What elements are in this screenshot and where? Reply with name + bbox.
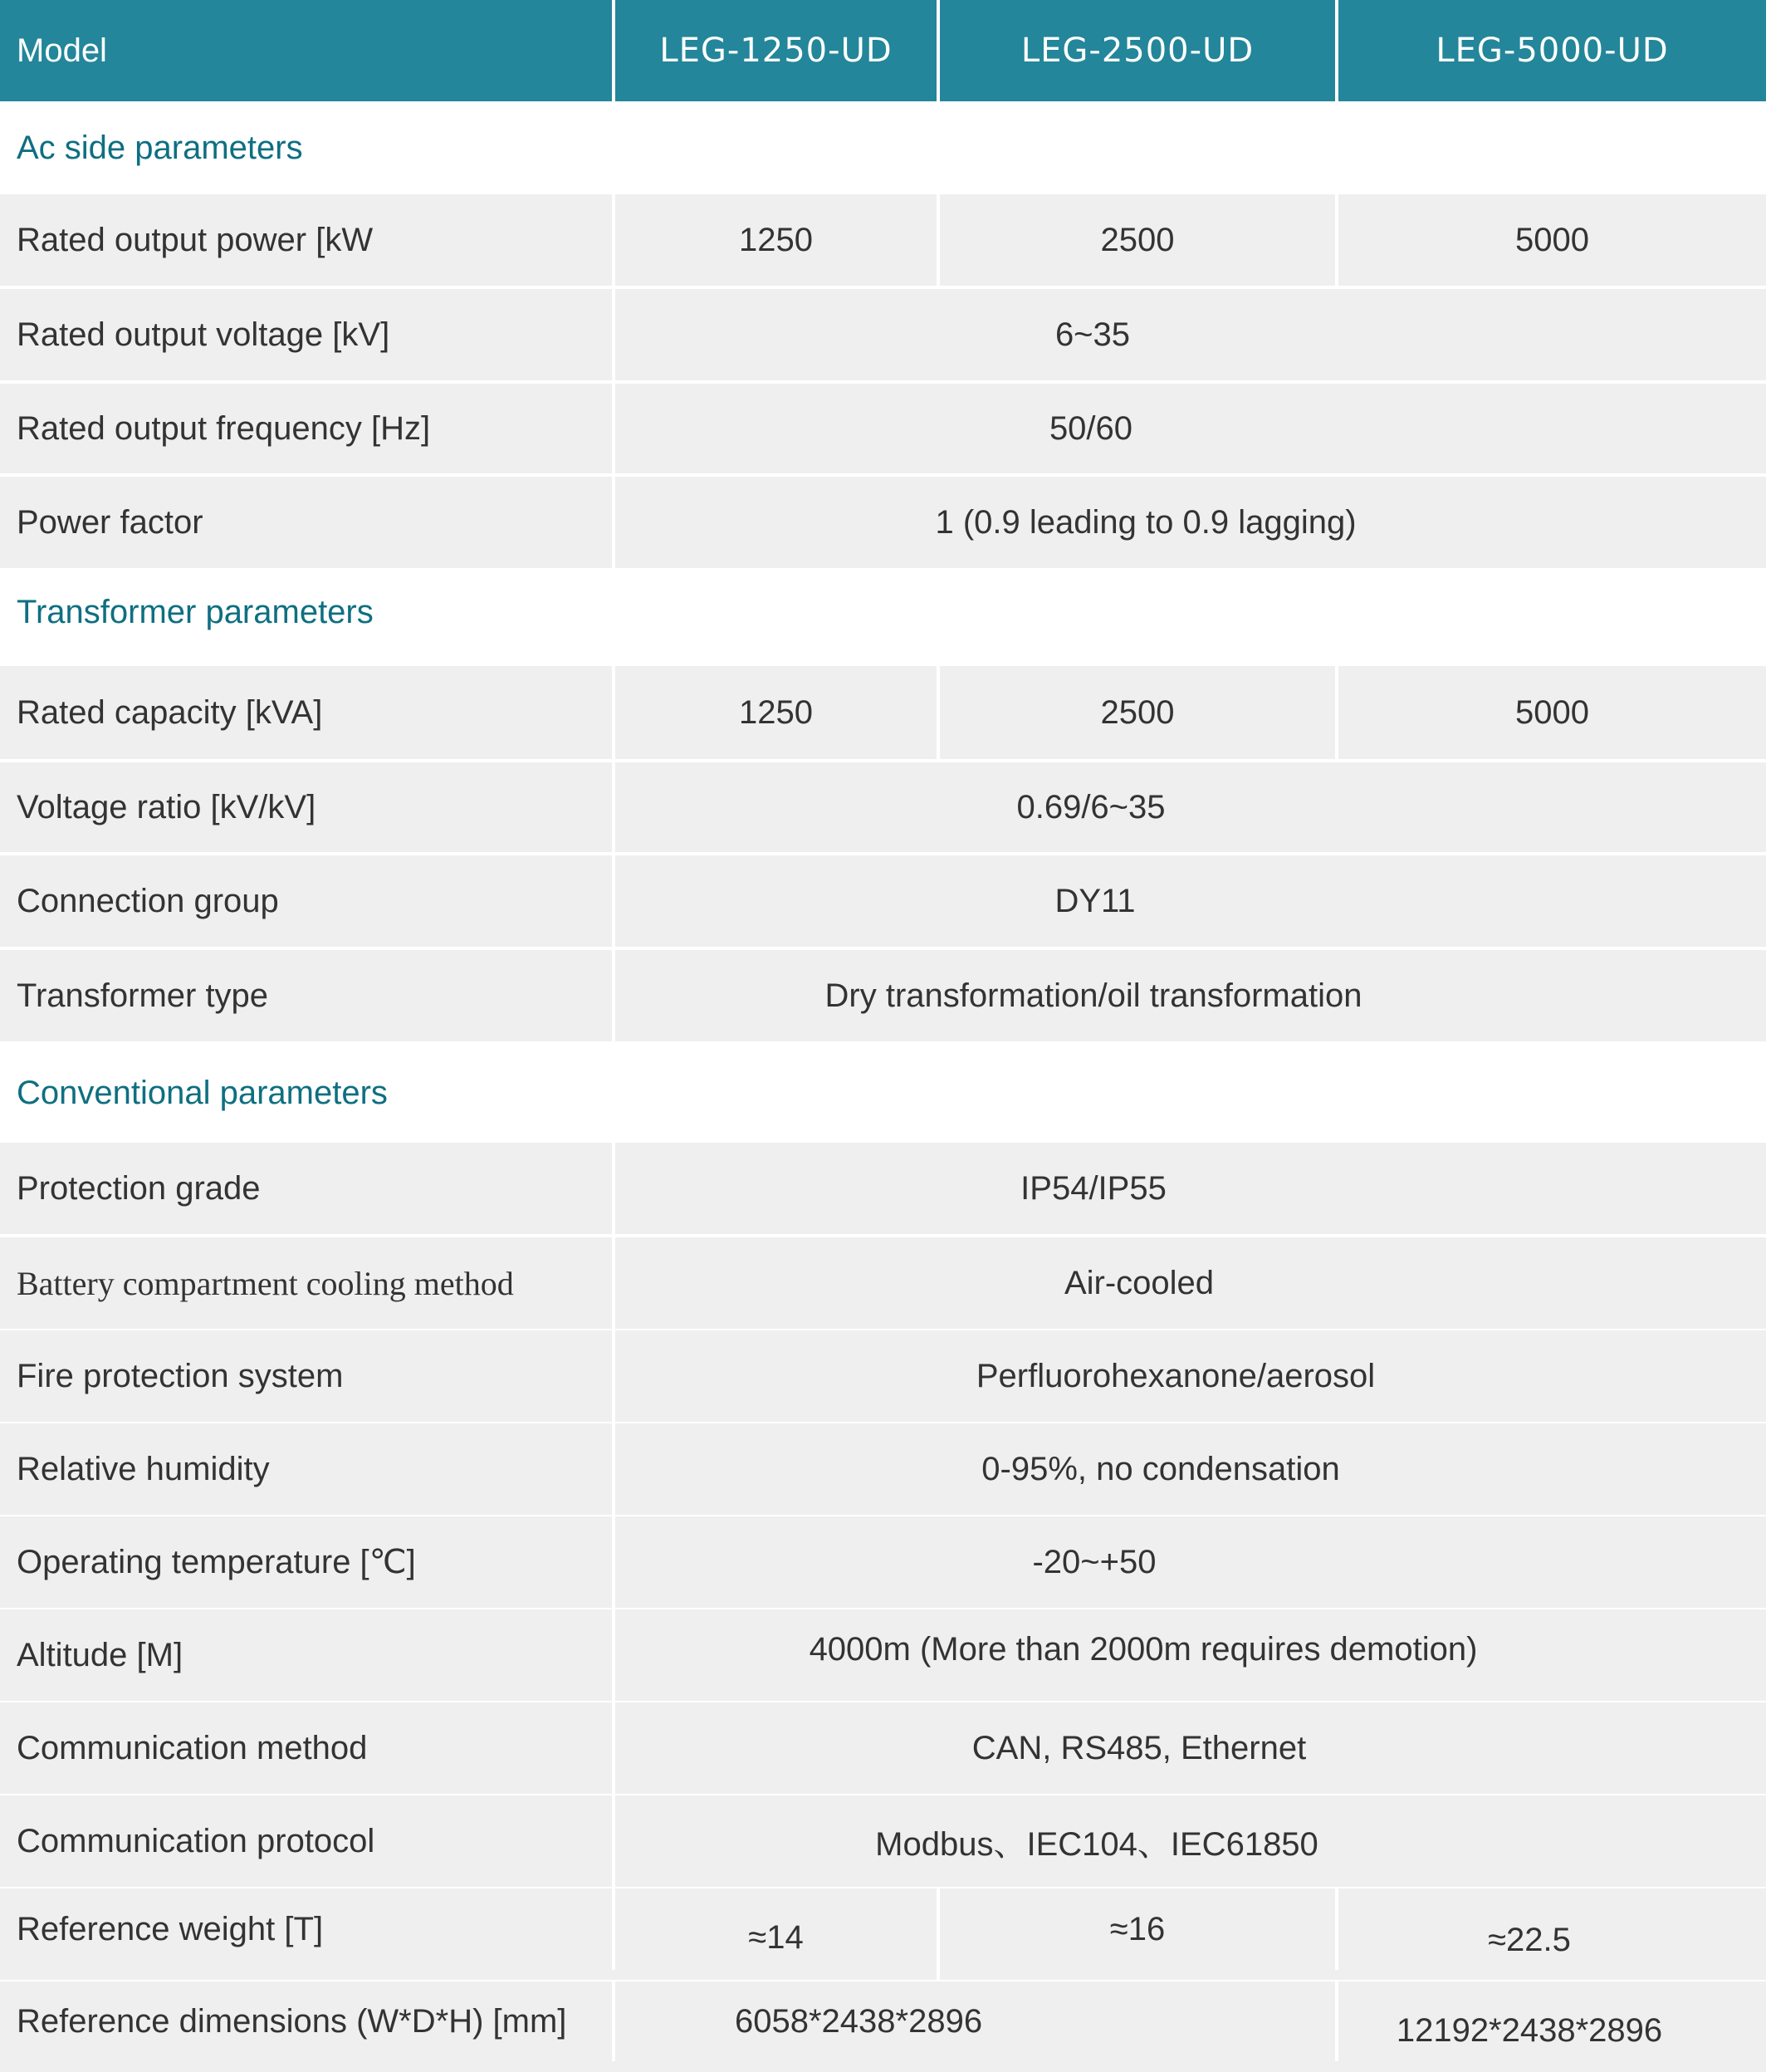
header-model-label: Model xyxy=(0,0,615,101)
row-value: 2500 xyxy=(940,194,1338,286)
table-row xyxy=(0,762,1766,852)
section-ac xyxy=(0,101,1766,194)
table-row xyxy=(0,1516,1766,1608)
table-row xyxy=(0,477,1766,568)
table-row xyxy=(0,1143,1766,1234)
section-title: Transformer parameters xyxy=(17,593,374,630)
row-value: -20~+50 xyxy=(1032,1543,1157,1580)
row-value: 2500 xyxy=(940,666,1338,759)
section-conventional xyxy=(0,1041,1766,1139)
table-row xyxy=(0,1609,1766,1701)
row-label: Reference dimensions (W*D*H) [mm] xyxy=(0,1981,615,2061)
header-model-2500: LEG-2500-UD xyxy=(940,0,1338,101)
row-label: Connection group xyxy=(0,855,615,947)
table-row xyxy=(0,1702,1766,1794)
header-model-5000: LEG-5000-UD xyxy=(1436,32,1669,70)
row-value: IP54/IP55 xyxy=(1020,1169,1167,1207)
row-value: Perfluorohexanone/aerosol xyxy=(976,1357,1376,1394)
section-title: Ac side parameters xyxy=(17,129,303,166)
row-value: 1 (0.9 leading to 0.9 lagging) xyxy=(935,503,1357,541)
row-label: Protection grade xyxy=(0,1143,615,1234)
table-row xyxy=(0,194,1766,286)
row-label: Rated capacity [kVA] xyxy=(0,666,615,759)
row-label: Rated output power [kW xyxy=(0,194,615,286)
row-label: Battery compartment cooling method xyxy=(0,1237,615,1329)
row-value: 5000 xyxy=(1515,693,1589,731)
section-transformer xyxy=(0,568,1766,666)
row-label: Voltage ratio [kV/kV] xyxy=(0,762,615,852)
header-model-1250: LEG-1250-UD xyxy=(615,0,940,101)
row-value: 0-95%, no condensation xyxy=(981,1450,1340,1487)
table-row xyxy=(0,1981,1766,2072)
row-label: Fire protection system xyxy=(0,1330,615,1422)
row-value: DY11 xyxy=(1054,882,1136,919)
row-label: Transformer type xyxy=(0,950,615,1041)
row-value: CAN, RS485, Ethernet xyxy=(971,1729,1307,1766)
row-value: ≈22.5 xyxy=(1488,1921,1571,1958)
row-label: Operating temperature [℃] xyxy=(0,1516,615,1608)
row-value: Dry transformation/oil transformation xyxy=(824,977,1362,1014)
row-value: Air-cooled xyxy=(1064,1264,1215,1301)
row-value: 4000m (More than 2000m requires demotion) xyxy=(809,1630,1478,1668)
table-row xyxy=(0,289,1766,380)
row-value: 6~35 xyxy=(1054,316,1131,353)
table-row xyxy=(0,1795,1766,1887)
table-header xyxy=(0,0,1766,101)
table-row xyxy=(0,855,1766,947)
table-row xyxy=(0,1888,1766,1980)
row-value: Modbus、IEC104、IEC61850 xyxy=(875,1825,1318,1863)
section-title: Conventional parameters xyxy=(17,1074,388,1111)
table-row xyxy=(0,1423,1766,1515)
row-label: Altitude [M] xyxy=(0,1609,615,1701)
row-label: Rated output voltage [kV] xyxy=(0,289,615,380)
row-value: ≈14 xyxy=(615,1888,940,1980)
row-label: Communication method xyxy=(0,1702,615,1794)
table-row xyxy=(0,1237,1766,1329)
row-value: 5000 xyxy=(1515,221,1589,258)
table-row xyxy=(0,666,1766,759)
row-label: Communication protocol xyxy=(0,1795,615,1887)
row-label: Relative humidity xyxy=(0,1423,615,1515)
row-value: 1250 xyxy=(615,194,940,286)
row-value: 1250 xyxy=(615,666,940,759)
table-row xyxy=(0,384,1766,473)
row-label: Rated output frequency [Hz] xyxy=(0,384,615,473)
row-value: 12192*2438*2896 xyxy=(1396,2012,1663,2049)
row-value: ≈16 xyxy=(940,1888,1338,1970)
row-value: 0.69/6~35 xyxy=(1016,788,1166,825)
row-value: 6058*2438*2896 xyxy=(615,1981,1338,2061)
row-label: Reference weight [T] xyxy=(0,1888,615,1970)
row-value: 50/60 xyxy=(1049,409,1133,447)
row-label: Power factor xyxy=(0,477,615,568)
table-row xyxy=(0,950,1766,1041)
table-row xyxy=(0,1330,1766,1422)
